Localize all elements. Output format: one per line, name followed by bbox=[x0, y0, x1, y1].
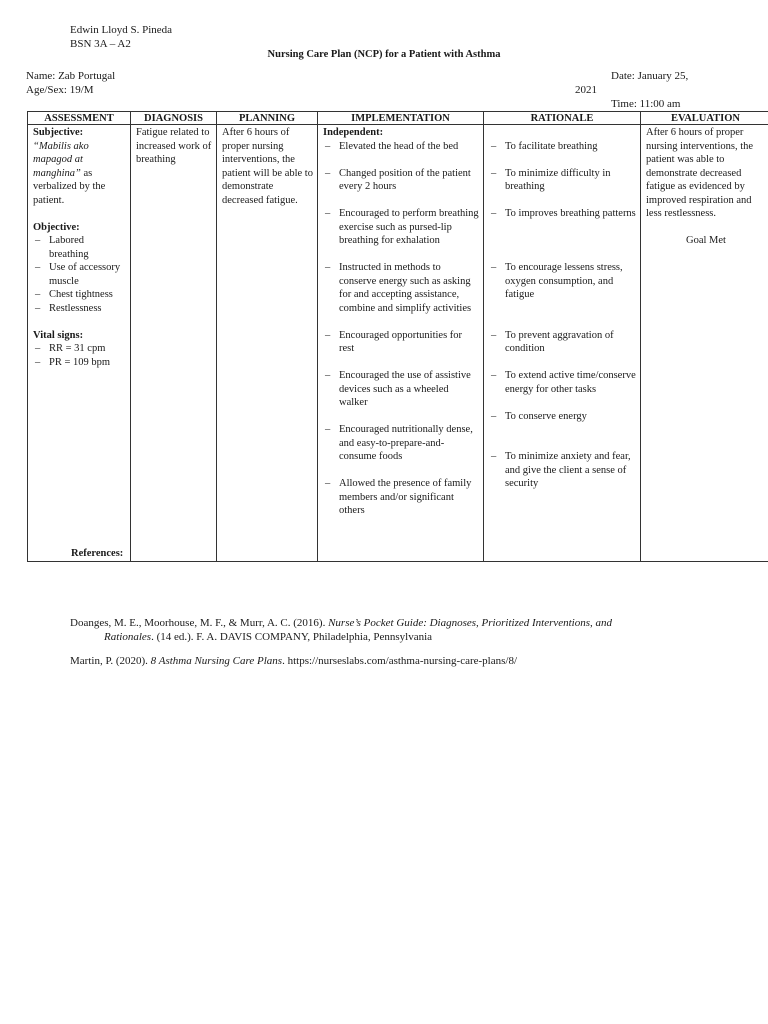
list-item: – Restlessness bbox=[33, 302, 126, 316]
list-item: – To prevent aggravation of condition bbox=[489, 329, 636, 356]
list-item: – Use of accessory muscle bbox=[33, 261, 126, 288]
list-item: – Changed position of the patient every 2 hours bbox=[323, 167, 479, 194]
reference-1-title-end: Rationales bbox=[104, 631, 152, 643]
list-item: – To conserve energy bbox=[489, 410, 636, 424]
list-item: – Chest tightness bbox=[33, 288, 126, 302]
reference-2-title: 8 Asthma Nursing Care Plans bbox=[150, 655, 283, 667]
reference-1-authors: Doanges, M. E., Moorhouse, M. F., & Murr, A. C. (2016). bbox=[70, 617, 329, 629]
list-item: – Elevated the head of the bed bbox=[323, 140, 479, 154]
reference-2-authors: Martin, P. (2020). bbox=[70, 655, 151, 667]
vital-signs-heading: Vital signs: bbox=[33, 329, 84, 341]
reference-1-title: Nurse’s Pocket Guide: Diagnoses, Prioritized Interventions, and bbox=[328, 617, 613, 629]
list-item: – Labored breathing bbox=[33, 234, 126, 261]
table-row bbox=[28, 125, 768, 562]
implementation-cell bbox=[318, 125, 484, 562]
reference-1 bbox=[70, 617, 612, 629]
patient-name: Name: Zab Portugal bbox=[26, 70, 116, 82]
assessment-cell bbox=[28, 125, 131, 562]
author-name: Edwin Lloyd S. Pineda bbox=[70, 24, 173, 36]
goal-status: Goal Met bbox=[686, 235, 726, 246]
rationale-cell bbox=[484, 125, 641, 562]
subjective-text bbox=[33, 140, 126, 208]
list-item: – Instructed in methods to conserve energy such as asking for and accepting assistance, combine and simplify activities bbox=[323, 261, 479, 315]
subjective-heading: Subjective: bbox=[33, 127, 84, 138]
care-plan-table bbox=[27, 111, 768, 562]
author-block bbox=[70, 23, 172, 51]
list-item: – Encouraged nutritionally dense, and easy-to-prepare-and-consume foods bbox=[323, 423, 479, 464]
independent-heading: Independent: bbox=[323, 127, 384, 138]
list-item: – Encouraged the use of assistive devices such as a wheeled walker bbox=[323, 369, 479, 410]
document-title: Nursing Care Plan (NCP) for a Patient with Asthma bbox=[267, 49, 501, 60]
reference-2-url: . https://nurseslabs.com/asthma-nursing-care-plans/8/ bbox=[282, 655, 517, 667]
header-rationale: RATIONALE bbox=[484, 112, 641, 125]
list-item: – To facilitate breathing bbox=[489, 140, 636, 154]
table-header-row bbox=[28, 112, 768, 125]
evaluation-cell bbox=[641, 125, 768, 562]
reference-1-continued bbox=[104, 631, 432, 643]
header-planning: PLANNING bbox=[217, 112, 318, 125]
section-label: BSN 3A – A2 bbox=[70, 38, 131, 50]
implementation-list bbox=[323, 140, 479, 518]
date-label: Date: January 25, bbox=[611, 70, 689, 82]
list-item: – To minimize anxiety and fear, and give the client a sense of security bbox=[489, 450, 636, 491]
header-diagnosis: DIAGNOSIS bbox=[131, 112, 217, 125]
date-year: 2021 bbox=[575, 84, 597, 96]
vital-signs-list bbox=[33, 342, 126, 369]
list-item: – Encouraged opportunities for rest bbox=[323, 329, 479, 356]
verbalized-note: as verbalized by the patient. bbox=[33, 167, 106, 206]
rationale-list bbox=[489, 140, 636, 491]
diagnosis-cell: Fatigue related to increased work of breathing bbox=[131, 125, 217, 562]
references-label: References: bbox=[71, 548, 124, 559]
header-assessment: ASSESSMENT bbox=[28, 112, 131, 125]
list-item: – To improves breathing patterns bbox=[489, 207, 636, 221]
list-item: – PR = 109 bpm bbox=[33, 356, 126, 370]
list-item: – To extend active time/conserve energy for other tasks bbox=[489, 369, 636, 396]
reference-2 bbox=[70, 655, 517, 667]
time-label: Time: 11:00 am bbox=[611, 98, 681, 110]
list-item: – Encouraged to perform breathing exercise such as pursed-lip breathing for exhalation bbox=[323, 207, 479, 248]
header-implementation: IMPLEMENTATION bbox=[318, 112, 484, 125]
header-evaluation: EVALUATION bbox=[641, 112, 768, 125]
patient-age-sex: Age/Sex: 19/M bbox=[26, 84, 94, 96]
evaluation-text: After 6 hours of proper nursing interventions, the patient was able to demonstrate decreased fatigue as evidenced by improved respiration and less restlessness. bbox=[646, 127, 754, 219]
planning-cell: After 6 hours of proper nursing interventions, the patient will be able to demonstrate decreased fatigue. bbox=[217, 125, 318, 562]
list-item: – To encourage lessens stress, oxygen consumption, and fatigue bbox=[489, 261, 636, 302]
list-item: – RR = 31 cpm bbox=[33, 342, 126, 356]
patient-quote: “Mabilis ako mapagod at manghina” bbox=[33, 140, 89, 179]
objective-heading: Objective: bbox=[33, 221, 80, 233]
list-item: – Allowed the presence of family members and/or significant others bbox=[323, 477, 479, 518]
objective-list bbox=[33, 234, 126, 315]
list-item: – To minimize difficulty in breathing bbox=[489, 167, 636, 194]
reference-1-publisher: . (14 ed.). F. A. DAVIS COMPANY, Philadelphia, Pennsylvania bbox=[151, 631, 433, 643]
